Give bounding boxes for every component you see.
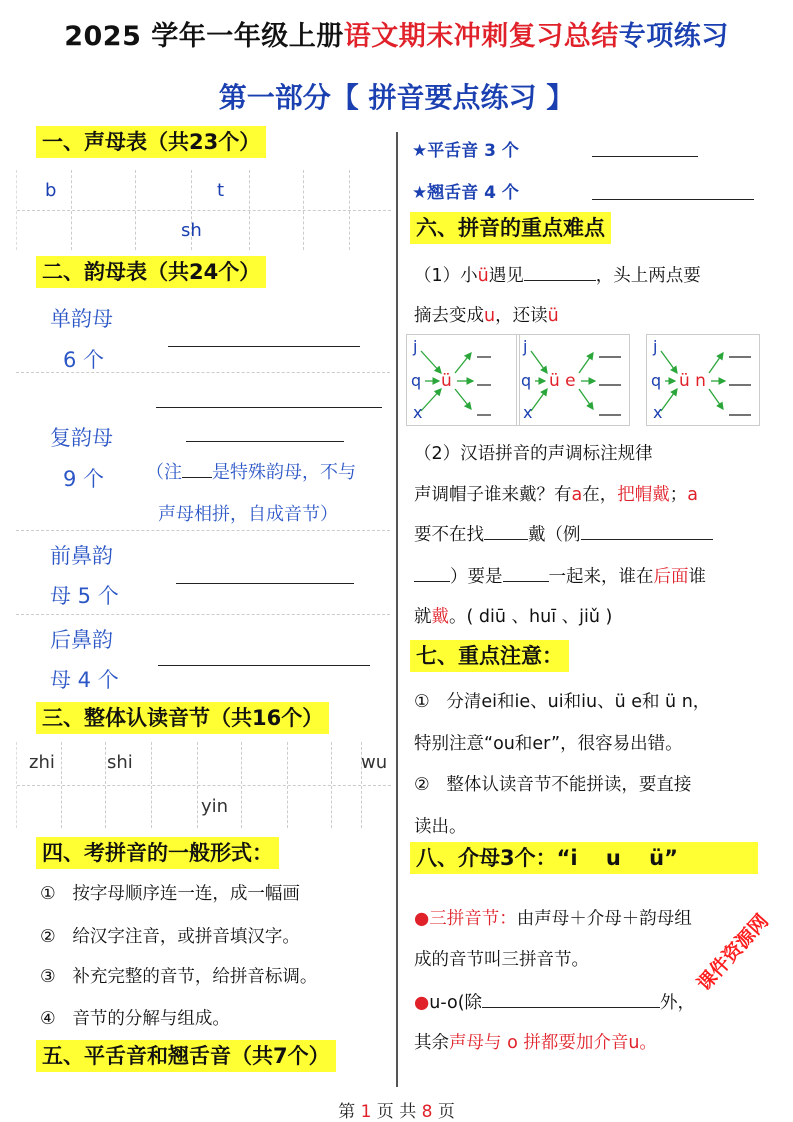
u-umlaut: ü bbox=[477, 266, 489, 286]
item-number: ① bbox=[414, 692, 430, 712]
letter-q: q bbox=[411, 371, 422, 390]
letter-j: j bbox=[653, 337, 658, 356]
item-number: ④ bbox=[40, 1009, 56, 1029]
letter-a: a bbox=[687, 485, 698, 505]
exam-form-item bbox=[40, 1005, 230, 1030]
rule-text: 摘去变成 bbox=[414, 306, 484, 326]
section8-heading: 八、介母3个：“i u ü” bbox=[410, 842, 758, 874]
note-item-2-cont: 读出。 bbox=[414, 817, 467, 837]
row-divider bbox=[16, 530, 390, 531]
footer-text: 页 共 bbox=[376, 1102, 417, 1122]
initial-sh: sh bbox=[181, 220, 202, 241]
triple-syllable-line2: 成的音节叫三拼音节。 bbox=[414, 950, 589, 970]
answer-line bbox=[158, 665, 370, 666]
page-total: 8 bbox=[421, 1102, 433, 1122]
rule-u-line2 bbox=[414, 302, 559, 327]
tone-rule-title: （2）汉语拼音的声调标注规律 bbox=[414, 444, 653, 464]
syllable-yin: yin bbox=[201, 796, 229, 817]
fill-blank bbox=[503, 564, 549, 583]
rule-emphasis: 后面 bbox=[653, 567, 689, 587]
arrow-diagram bbox=[407, 335, 519, 425]
final-u-umlaut: ü bbox=[441, 371, 452, 391]
fill-blank bbox=[581, 522, 713, 541]
u-umlaut: ü bbox=[547, 306, 559, 326]
note-item-1-cont: 特别注意“ou和er”，很容易出错。 bbox=[414, 734, 683, 754]
rule-text: 要不在找 bbox=[414, 525, 484, 545]
term-text: 由声母＋介母＋韵母组 bbox=[516, 909, 692, 929]
letter-x: x bbox=[523, 403, 533, 422]
retroflex-count: ★翘舌音 4 个 bbox=[412, 183, 519, 203]
exam-form-item bbox=[40, 963, 317, 988]
rule-text: 声调帽子谁来戴？有 bbox=[414, 485, 572, 505]
answer-line bbox=[168, 346, 360, 347]
tone-rule-line2 bbox=[414, 521, 713, 546]
grid-cell bbox=[331, 742, 362, 828]
item-text: 按字母顺序连一连，成一幅画 bbox=[72, 884, 300, 904]
rule-text: ，还读 bbox=[495, 306, 548, 326]
note-item-1 bbox=[414, 688, 710, 713]
rule-example: 。( diū 、huī 、jiǔ ) bbox=[449, 607, 613, 627]
letter-j: j bbox=[523, 337, 528, 356]
rule-emphasis: 声母与 o 拼都要加介音u。 bbox=[449, 1033, 657, 1053]
rule-text: u-o(除 bbox=[429, 993, 483, 1013]
answer-line bbox=[186, 441, 344, 442]
uo-rule-line bbox=[414, 989, 695, 1014]
section1-heading: 一、声母表（共23个） bbox=[36, 126, 266, 158]
row-divider bbox=[16, 614, 390, 615]
item-text: 补充完整的音节，给拼音标调。 bbox=[72, 967, 318, 987]
section3-heading: 三、整体认读音节（共16个） bbox=[36, 702, 329, 734]
bullet-icon: ● bbox=[414, 993, 430, 1013]
grid-cell bbox=[151, 742, 198, 828]
rule-text: （1）小 bbox=[414, 266, 478, 286]
row-divider bbox=[16, 372, 390, 373]
rule-text: 就 bbox=[414, 607, 432, 627]
item-text: 音节的分解与组成。 bbox=[72, 1009, 230, 1029]
item-number: ② bbox=[40, 927, 56, 947]
rule-emphasis: 戴 bbox=[431, 607, 449, 627]
special-finals-note bbox=[146, 458, 356, 484]
grid-cell bbox=[287, 742, 332, 828]
rule-u-line1 bbox=[414, 262, 701, 287]
initial-b: b bbox=[45, 180, 57, 201]
initials-grid bbox=[16, 170, 391, 250]
uo-rule-line2 bbox=[414, 1029, 657, 1054]
column-divider bbox=[396, 132, 398, 1087]
page-footer bbox=[0, 1097, 793, 1122]
rule-text: 戴（例 bbox=[528, 525, 581, 545]
front-nasal-label: 前鼻韵 bbox=[50, 544, 113, 568]
rule-text: 一起来，谁在 bbox=[548, 567, 654, 587]
rule-text: 其余 bbox=[414, 1033, 449, 1053]
answer-line bbox=[176, 583, 354, 584]
flat-tongue-count: ★平舌音 3 个 bbox=[412, 141, 519, 161]
section6-heading: 六、拼音的重点难点 bbox=[410, 212, 611, 244]
letter-x: x bbox=[653, 403, 663, 422]
answer-line bbox=[156, 407, 382, 408]
rule-emphasis: 把帽戴 bbox=[617, 485, 670, 505]
tone-rule-line4 bbox=[414, 603, 612, 628]
danyun-count: 6 个 bbox=[63, 348, 105, 372]
initial-t: t bbox=[217, 180, 225, 201]
item-text: 整体认读音节不能拼读，要直接 bbox=[446, 775, 692, 795]
title-part-subject: 语文期末冲刺复习总结 bbox=[343, 21, 619, 52]
section7-heading: 七、重点注意： bbox=[410, 640, 569, 672]
rule-text: ）要是 bbox=[450, 567, 503, 587]
jqx-diagram-1 bbox=[406, 334, 520, 426]
footer-text: 第 bbox=[338, 1102, 356, 1122]
fill-blank bbox=[524, 263, 596, 282]
note-blank bbox=[182, 459, 212, 478]
rule-text: 外， bbox=[660, 993, 696, 1013]
grid-cell bbox=[249, 170, 304, 250]
letter-a: a bbox=[571, 485, 583, 505]
triple-syllable-line1 bbox=[414, 905, 692, 930]
syllables-grid bbox=[16, 742, 391, 828]
footer-text: 页 bbox=[437, 1102, 455, 1122]
section2-heading: 二、韵母表（共24个） bbox=[36, 256, 266, 288]
jqx-diagram-2 bbox=[516, 334, 630, 426]
fuyun-label: 复韵母 bbox=[50, 426, 113, 450]
exam-form-item bbox=[40, 880, 300, 905]
letter-x: x bbox=[413, 403, 423, 422]
final-un: ü n bbox=[679, 371, 706, 391]
rule-text: 遇见 bbox=[488, 266, 524, 286]
page-number: 1 bbox=[360, 1102, 372, 1122]
letter-q: q bbox=[651, 371, 662, 390]
rule-text: ，头上两点要 bbox=[595, 266, 701, 286]
fuyun-count: 9 个 bbox=[63, 467, 105, 491]
answer-line bbox=[592, 156, 698, 157]
syllable-shi: shi bbox=[107, 752, 133, 773]
back-nasal-label: 后鼻韵 bbox=[50, 628, 113, 652]
rule-text: 谁 bbox=[688, 567, 706, 587]
title-part-grade: 2025 学年一年级上册 bbox=[64, 21, 344, 52]
special-finals-note-line2: 声母相拼，自成音节） bbox=[158, 504, 338, 525]
page-title bbox=[0, 14, 793, 53]
watermark-stamp: 课件资源网 bbox=[692, 910, 773, 996]
fill-blank bbox=[482, 990, 660, 1009]
item-number: ① bbox=[40, 884, 56, 904]
grid-cell bbox=[303, 170, 350, 250]
fill-blank bbox=[484, 522, 528, 541]
final-ue: ü e bbox=[549, 371, 576, 391]
back-nasal-count: 母 4 个 bbox=[50, 668, 119, 692]
grid-cell bbox=[241, 742, 288, 828]
section5-heading: 五、平舌音和翘舌音（共7个） bbox=[36, 1040, 336, 1072]
term-label: ●三拼音节： bbox=[414, 909, 517, 929]
section4-heading: 四、考拼音的一般形式： bbox=[36, 837, 279, 869]
note-open: （注 bbox=[146, 462, 182, 483]
jqx-diagram-3 bbox=[646, 334, 760, 426]
fill-blank bbox=[414, 564, 450, 583]
syllable-wu: wu bbox=[361, 752, 388, 773]
danyun-label: 单韵母 bbox=[50, 307, 113, 331]
letter-q: q bbox=[521, 371, 532, 390]
item-text: 分清ei和ie、ui和iu、ü e和 ü n， bbox=[446, 692, 711, 712]
grid-cell bbox=[61, 742, 106, 828]
tone-rule-line1 bbox=[414, 481, 698, 506]
note-text: 是特殊韵母，不与 bbox=[212, 462, 356, 483]
answer-line bbox=[592, 199, 754, 200]
syllable-zhi: zhi bbox=[29, 752, 55, 773]
title-part-practice: 专项练习 bbox=[618, 21, 729, 52]
rule-text: 在， bbox=[582, 485, 618, 505]
front-nasal-count: 母 5 个 bbox=[50, 584, 119, 608]
tone-rule-line3 bbox=[414, 563, 706, 588]
item-number: ② bbox=[414, 775, 430, 795]
item-number: ③ bbox=[40, 967, 56, 987]
letter-j: j bbox=[413, 337, 418, 356]
note-item-2 bbox=[414, 771, 691, 796]
item-text: 给汉字注音，或拼音填汉字。 bbox=[72, 927, 300, 947]
grid-cell bbox=[71, 170, 136, 250]
exam-form-item bbox=[40, 923, 300, 948]
rule-text: ； bbox=[669, 485, 688, 505]
page-subtitle: 第一部分【 拼音要点练习 】 bbox=[218, 81, 575, 114]
u-plain: u bbox=[484, 306, 496, 326]
